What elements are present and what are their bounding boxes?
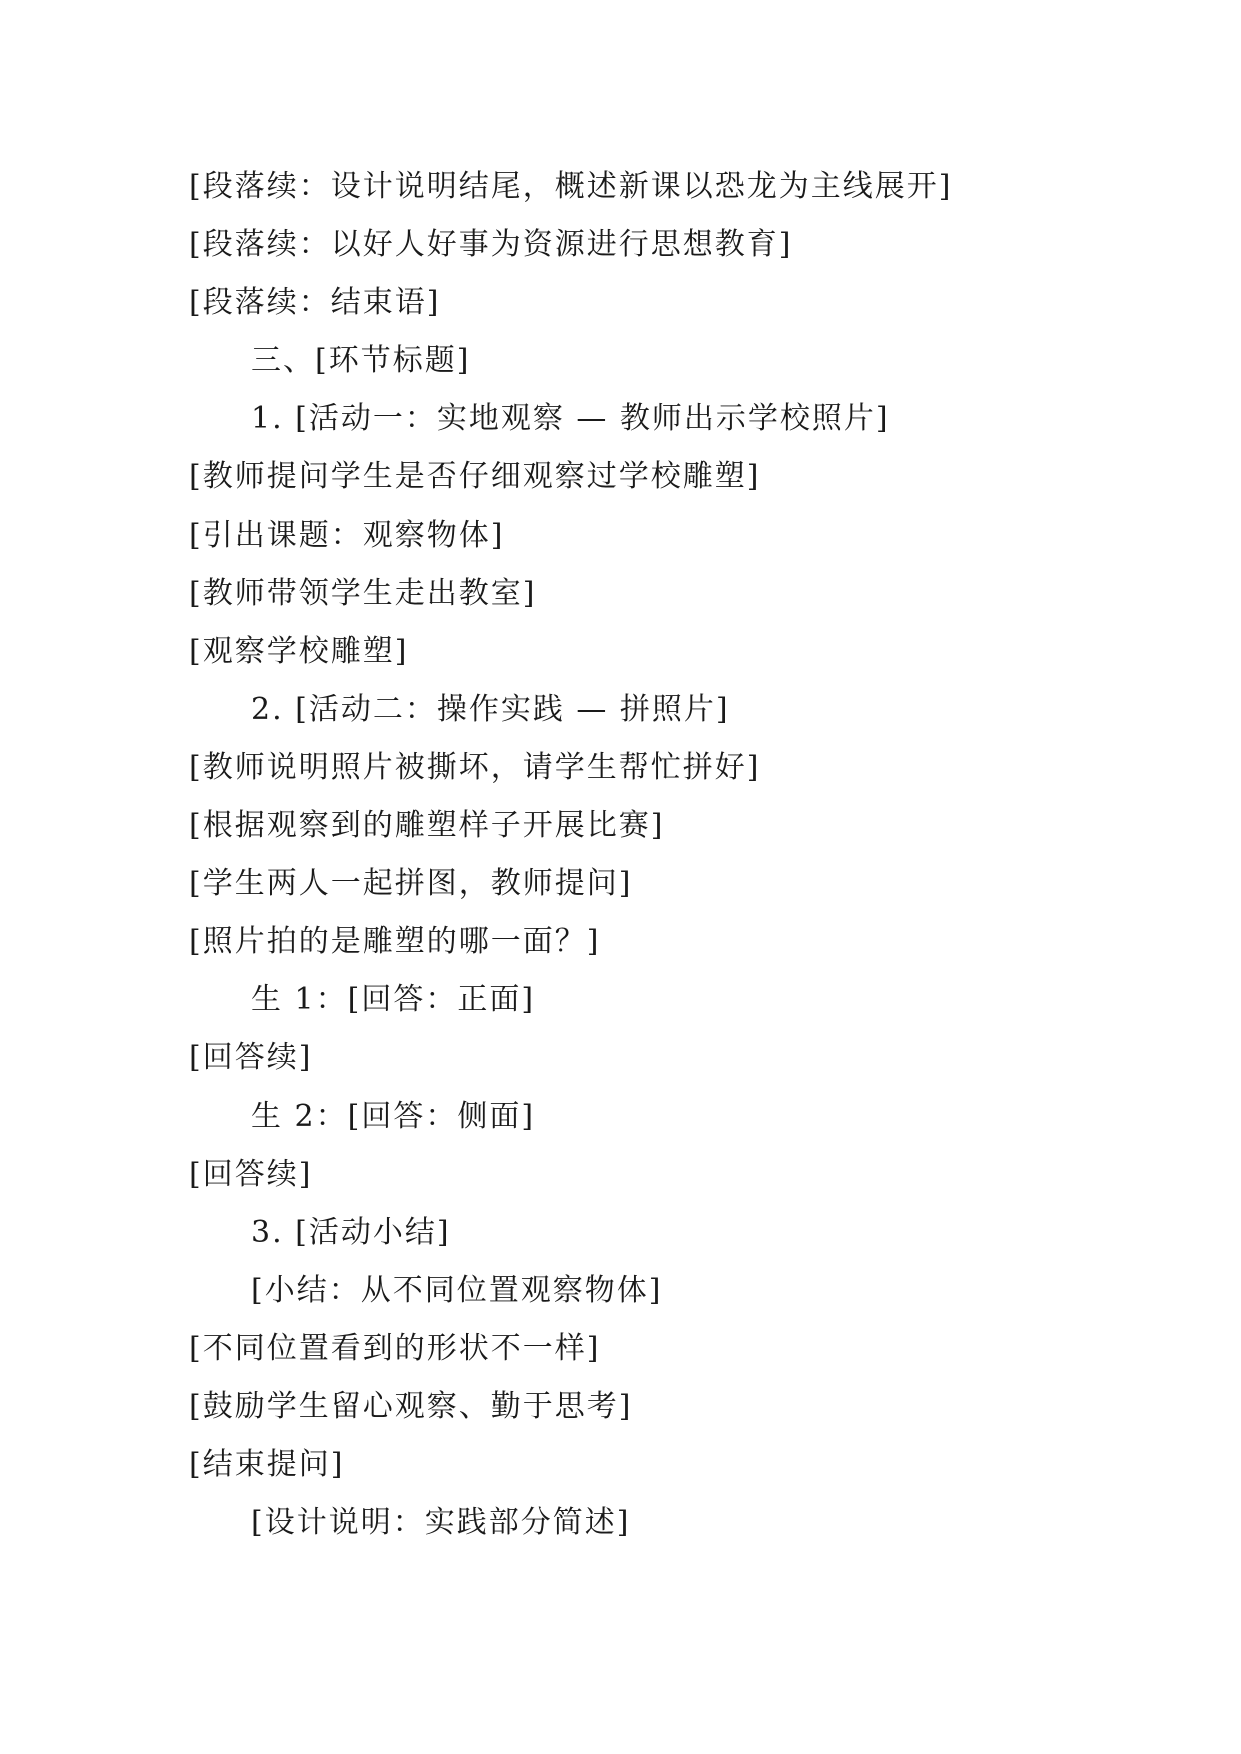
body-text bbox=[189, 158, 1054, 1552]
text-line: [教师提问学生是否仔细观察过学校雕塑] bbox=[189, 459, 761, 495]
text-line: [引出课题：观察物体] bbox=[189, 517, 505, 553]
text-line: [鼓励学生留心观察、勤于思考] bbox=[189, 1388, 633, 1424]
text-line: [教师带领学生走出教室] bbox=[189, 575, 537, 611]
text-line: 生 2：[回答：侧面] bbox=[251, 1098, 536, 1134]
text-line: [观察学校雕塑] bbox=[189, 633, 409, 669]
text-line: [段落续：结束语] bbox=[189, 285, 441, 321]
text-line: [回答续] bbox=[189, 1040, 313, 1076]
text-line: [教师说明照片被撕坏，请学生帮忙拼好] bbox=[189, 749, 761, 785]
text-line: 三、[环节标题] bbox=[251, 343, 471, 379]
text-line: 3. [活动小结] bbox=[251, 1214, 451, 1250]
text-line: [照片拍的是雕塑的哪一面？] bbox=[189, 924, 601, 960]
text-line: [段落续：设计说明结尾，概述新课以恐龙为主线展开] bbox=[189, 169, 953, 204]
text-line: [设计说明：实践部分简述] bbox=[251, 1505, 631, 1541]
text-line: 1. [活动一：实地观察 — 教师出示学校照片] bbox=[251, 401, 890, 437]
text-line: [根据观察到的雕塑样子开展比赛] bbox=[189, 808, 665, 844]
text-line: 生 1：[回答：正面] bbox=[251, 982, 536, 1018]
text-line: [学生两人一起拼图，教师提问] bbox=[189, 866, 633, 902]
text-line: [结束提问] bbox=[189, 1447, 345, 1483]
text-line: [小结：从不同位置观察物体] bbox=[251, 1272, 663, 1308]
text-line: [不同位置看到的形状不一样] bbox=[189, 1330, 601, 1366]
text-line: 2. [活动二：操作实践 — 拼照片] bbox=[251, 691, 730, 727]
text-line: [段落续：以好人好事为资源进行思想教育] bbox=[189, 227, 793, 263]
text-line: [回答续] bbox=[189, 1156, 313, 1192]
